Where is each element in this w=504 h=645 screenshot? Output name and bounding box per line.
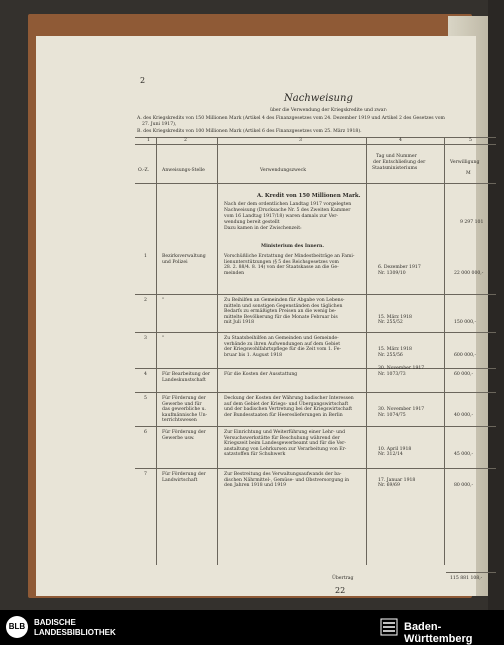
row-zweck-line: Zur Einrichtung und Weiterführung einer Lehr- und [224,430,346,435]
transfer-amount: 115 881 108,- [450,576,483,581]
header-nr: O.-Z. [138,168,150,173]
library-name-line-2: LANDESBIBLIOTHEK [34,628,116,637]
ministry-heading: Ministerium des Innern. [261,244,324,249]
row-zweck-line: mittelte Bevölkerung für die Monate Februar bis [224,314,338,320]
row-number: 3 [144,336,147,341]
row-stelle-line: Für Bearbeitung der [162,372,210,377]
row-zweck-line: Deckung der Kosten der Währung badischer Interessen [224,396,354,401]
row-separator [135,392,496,393]
row-datum-line: 10. April 1918 [378,446,412,452]
credit-a-line-1: A. des Kriegskredits von 150 Millionen Mark (Artikel 4 des Finanzgesetzes vom 24. Dezember 1919 und Artikel 2 des Gesetzes vom [137,116,445,121]
row-stelle-line: Gewerbe und für [162,401,202,407]
row-stelle-line: Landwirtschaft [162,477,198,483]
row-datum-line: Nr. 69/69 [378,483,400,489]
row-stelle-line: terrichtswesen [162,418,197,424]
document-page [36,36,484,596]
row-betrag: 22 000 000,- [454,270,484,276]
col-divider-3 [366,137,367,565]
col-divider-1 [156,137,157,565]
table-top-rule [135,137,496,138]
header-zweck: Verwendungszweck [260,168,307,173]
row-zweck-line: bruar bis 1. August 1918 [224,352,283,358]
row-number: 6 [144,430,147,435]
row-zweck-line: lienunterstützungen (§ 5 des Reichsgesetzes vom [224,259,339,265]
section-a-text-4: wendung bereit gestellt [224,220,280,225]
row-zweck-line: Kriegszeit beim Landesgewerbeamt und für die Ver- [224,441,346,447]
row-stelle-line: kaufmännische Un- [162,412,208,418]
row-stelle-line: Landeskunstschaft [162,377,206,383]
blb-logo-icon [6,616,28,638]
row-stelle-line: und Polizei [162,259,188,265]
row-zweck-line: den Jahren 1918 und 1919 [224,483,287,489]
library-footer [0,610,504,645]
row-datum-line: Nr. 1309/10 [378,270,406,276]
row-zweck-line: der Bundesstaaten für Heereslieferungen in Berlin [224,412,343,418]
section-a-text-3: vom 16 Landtag 1917/18) waren damals zur Ver- [224,214,338,219]
row-zweck-line: und der badischen Vertretung bei der Kriegswirtschaft [224,407,353,413]
row-stelle-line: das gewerbliche u. [162,407,207,413]
row-number: 5 [144,396,147,401]
row-stelle-line: Gewerbe usw. [162,435,195,441]
row-number: 4 [144,372,147,377]
row-datum-line: Nr. 1074/75 [378,412,406,418]
row-zweck-line: 28. 2. 88/4. 8. 14) von der Staatskasse an die Ge- [224,265,339,271]
row-stelle-line: " [162,298,165,303]
row-stelle-line: Für Förderung der [162,396,206,401]
column-number-rule [135,144,496,145]
library-name [34,618,116,638]
row-zweck-line: verbände zu ihren Aufwendungen auf dem Gebiet [224,341,341,347]
row-datum-line: Nr. 1073/73 [378,372,406,377]
state-name: Baden-Württemberg [404,621,473,645]
row-zweck-line: mitteln und sonstigen Gegenständen des täglichen [224,303,343,309]
row-datum-line: 15. März 1918 [378,314,412,320]
header-datum-1: Tag und Nummer [376,154,417,159]
column-number-4: 4 [399,138,402,143]
row-datum-line: 15. März 1918 [378,347,412,353]
row-separator [135,332,496,333]
row-stelle-line: " [162,336,165,341]
section-a-text-1: Nach der dem ordentlichen Landtag 1917 vorgelegten [224,202,352,207]
document-subtitle: über die Verwendung der Kriegskredite und zwar: [270,108,388,113]
col-divider-4 [444,137,445,565]
row-zweck-line: Bedarfs zu ermäßigten Preisen an die wenig be- [224,309,337,315]
row-datum-line: 30. November 1917 [378,407,425,413]
column-number-3: 3 [299,138,302,143]
row-betrag: 60 000,- [454,372,474,377]
column-number-5: 5 [469,138,472,143]
row-zweck-line: Zur Bestreitung des Verwaltungsaufwands der ba- [224,472,342,477]
row-zweck-line: Für die Kosten der Ausstattung [224,372,298,377]
header-betrag-1: Verwilligung [450,160,480,165]
row-stelle-line: Für Förderung der [162,472,206,477]
transfer-rule [446,572,496,573]
row-datum-line: Nr. 312/14 [378,452,403,458]
credit-b-line: B. des Kriegskredits von 100 Millionen Mark (Artikel 6 des Finanzgesetzes vom 25. März 1918). [137,129,362,134]
row-datum-line: 17. Januar 1918 [378,477,416,483]
header-betrag-2: M [466,171,471,176]
row-stelle-line: Für Förderung der [162,430,206,435]
row-number: 2 [144,298,147,303]
row-zweck-line: satzstoffen für Schuhwerk [224,452,286,458]
row-separator [135,294,496,295]
row-zweck-line: Zu Beihilfen an Gemeinden für Abgabe von Lebens- [224,298,345,303]
bottom-page-number: 22 [335,586,346,595]
section-a-title: A. Kredit von 150 Millionen Mark. [257,193,361,199]
document-title: Nachweisung [284,93,353,104]
column-number-2: 2 [184,138,187,143]
row-zweck-line: Versuchswerkstätte für Beschuhung während der [224,435,340,441]
baden-wuerttemberg-crest-icon [380,618,398,636]
row-datum-line: 6. Dezember 1917 [378,265,421,271]
col-divider-2 [217,137,218,565]
blb-badge-text: BLB [8,622,26,631]
transfer-label: Übertrag [332,576,354,581]
row-number: 1 [144,254,147,259]
section-a-tail: Dazu kamen in der Zwischenzeit: [224,226,302,231]
row-zweck-line: meinden [224,270,245,276]
header-bottom-rule [135,183,496,184]
page-number: 2 [140,76,146,85]
section-a-text-2: Nachweisung (Drucksache Nr. 5 des Zweiten Kammer [224,208,351,213]
row-zweck-line: anstaltung von Lehrkursen zur Verarbeitung von Er- [224,446,347,452]
header-stelle: Anweisungs-Stelle [162,168,205,173]
row-separator [135,468,496,469]
row-betrag: 80 000,- [454,483,474,489]
header-datum-2: der Entschließung der [373,160,426,165]
row-number: 7 [144,472,147,477]
row-betrag: 600 000,- [454,352,477,358]
row-betrag: 40 000,- [454,412,474,418]
row-zweck-line: Zu Staatsbeihilfen an Gemeinden und Gemeinde- [224,336,339,341]
scan-edge-shadow [488,0,504,610]
row-zweck-line: dischen Nährmittel-, Gemüse- und Obstversorgung in [224,477,350,483]
section-a-amount: 9 297 101 [460,220,484,225]
column-number-1: 1 [147,138,150,143]
library-name-line-1: BADISCHE [34,618,76,627]
row-datum-line: 30. November 1917 [378,366,425,372]
row-stelle-line: Bezirksverwaltung [162,254,206,259]
row-betrag: 150 000,- [454,320,477,326]
row-zweck-line: auf dem Gebiet der Kriegs- und Übergangswirtschaft [224,401,349,407]
row-zweck-line: mit Juli 1918 [224,320,255,326]
row-datum-line: Nr. 255/56 [378,352,403,358]
row-zweck-line: der Kriegswohlfahrtspflege für die Zeit vom 1. Fe- [224,347,342,353]
row-datum-line: Nr. 255/52 [378,320,403,326]
row-zweck-line: Vorschüßliche Erstattung der Mindestbeiträge an Fami- [224,254,355,259]
header-datum-3: Staatsministeriums [372,166,418,171]
credit-a-line-2: 27. Juni 1917), [142,122,177,127]
row-separator [135,426,496,427]
row-betrag: 45 000,- [454,452,474,458]
